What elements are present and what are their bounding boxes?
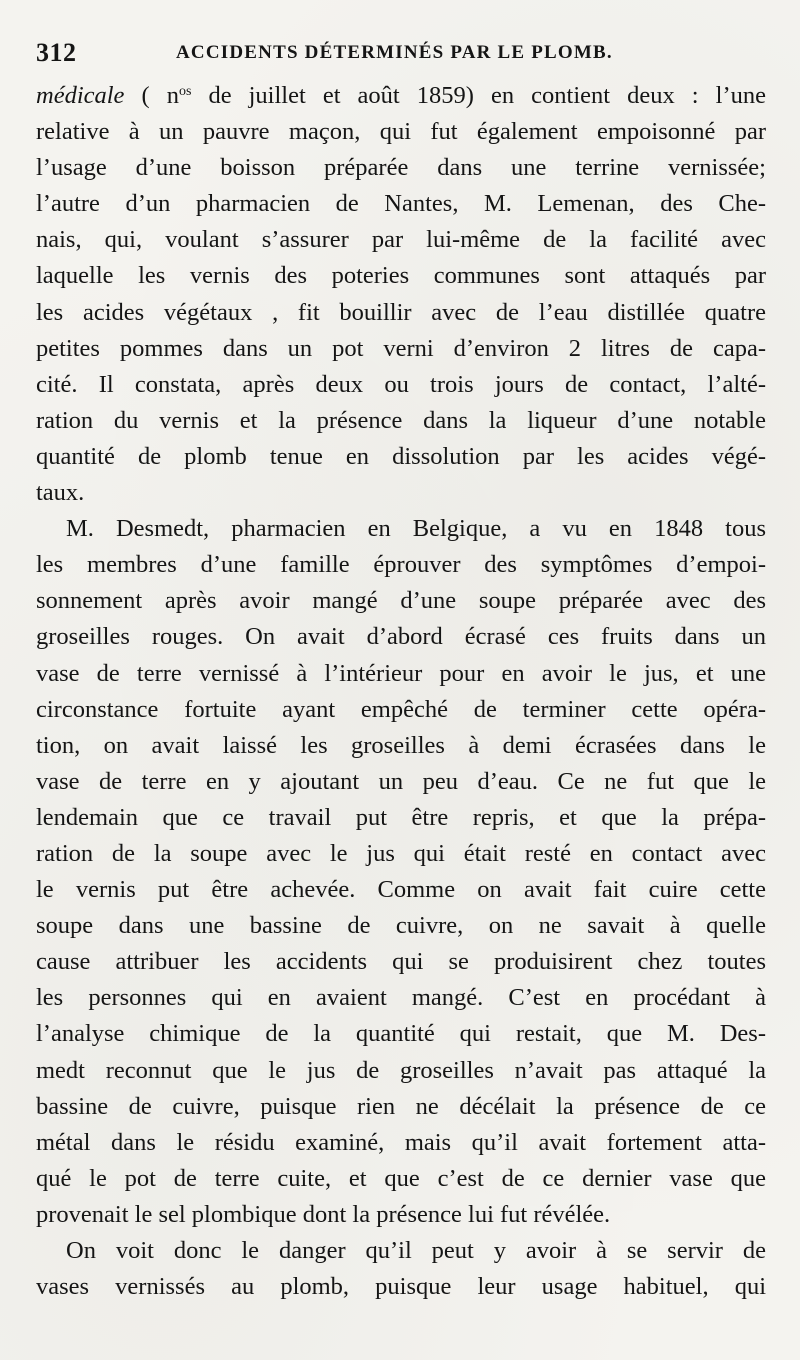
page-number: 312 [36,38,77,67]
text-line: l’analyse chimique de la quantité qui restait, que M. Des- [36,1020,766,1048]
text-line: taux. [36,479,85,507]
text-line: l’usage d’une boisson préparée dans une terrine vernissée; [36,154,766,182]
text-fragment: ( n [124,82,179,109]
text-line: bassine de cuivre, puisque rien ne décélait la présence de ce [36,1092,766,1120]
text-line: qué le pot de terre cuite, et que c’est de ce dernier vase que [36,1164,766,1192]
text-line: lendemain que ce travail put être repris, et que la prépa- [36,803,766,831]
text-line: vase de terre en y ajoutant un peu d’eau. Ce ne fut que le [36,767,766,795]
text-line: groseilles rouges. On avait d’abord écrasé ces fruits dans un [36,623,766,651]
text-line: soupe dans une bassine de cuivre, on ne savait à quelle [36,912,766,940]
text-line: tion, on avait laissé les groseilles à demi écrasées dans le [36,731,766,759]
text-line: vase de terre vernissé à l’intérieur pour en avoir le jus, et une [36,659,766,687]
text-line: cause attribuer les accidents qui se produisirent chez toutes [36,948,766,976]
body-text [36,78,766,1305]
text-line: provenait le sel plombique dont la présence lui fut révélée. [36,1200,611,1228]
text-line: les membres d’une famille éprouver des symptômes d’empoi- [36,551,766,579]
journal-title-fragment: médicale [36,82,125,109]
text-line: ration de la soupe avec le jus qui était resté en contact avec [36,839,766,867]
text-line: On voit donc le danger qu’il peut y avoir à se servir de [66,1237,766,1264]
superscript: os [178,84,192,99]
text-line: cité. Il constata, après deux ou trois jours de contact, l’alté- [36,370,766,398]
text-line: les acides végétaux , fit bouillir avec de l’eau distillée quatre [36,298,766,326]
running-head: ACCIDENTS DÉTERMINÉS PAR LE PLOMB. [176,42,613,63]
text-line: petites pommes dans un pot verni d’environ 2 litres de capa- [36,334,766,362]
text-fragment: de juillet et août 1859) en contient deux : l’une [191,82,766,109]
text-line: medt reconnut que le jus de groseilles n’avait pas attaqué la [36,1056,766,1084]
text-line: le vernis put être achevée. Comme on avait fait cuire cette [36,876,766,904]
text-line: métal dans le résidu examiné, mais qu’il avait fortement atta- [36,1128,766,1156]
text-line: l’autre d’un pharmacien de Nantes, M. Lemenan, des Che- [36,190,766,218]
text-line: vases vernissés au plomb, puisque leur usage habituel, qui [36,1273,766,1301]
text-line: quantité de plomb tenue en dissolution par les acides végé- [36,442,766,470]
text-line: sonnement après avoir mangé d’une soupe préparée avec des [36,587,766,615]
text-line [36,78,766,114]
text-line: laquelle les vernis des poteries communes sont attaqués par [36,262,766,290]
text-line: circonstance fortuite ayant empêché de terminer cette opéra- [36,695,766,723]
text-line: ration du vernis et la présence dans la liqueur d’une notable [36,406,766,434]
text-line: M. Desmedt, pharmacien en Belgique, a vu en 1848 tous [66,515,766,543]
text-line: les personnes qui en avaient mangé. C’est en procédant à [36,984,766,1012]
text-line: relative à un pauvre maçon, qui fut également empoisonné par [36,118,766,146]
page-header [36,38,776,72]
text-line: nais, qui, voulant s’assurer par lui-même de la facilité avec [36,226,766,254]
